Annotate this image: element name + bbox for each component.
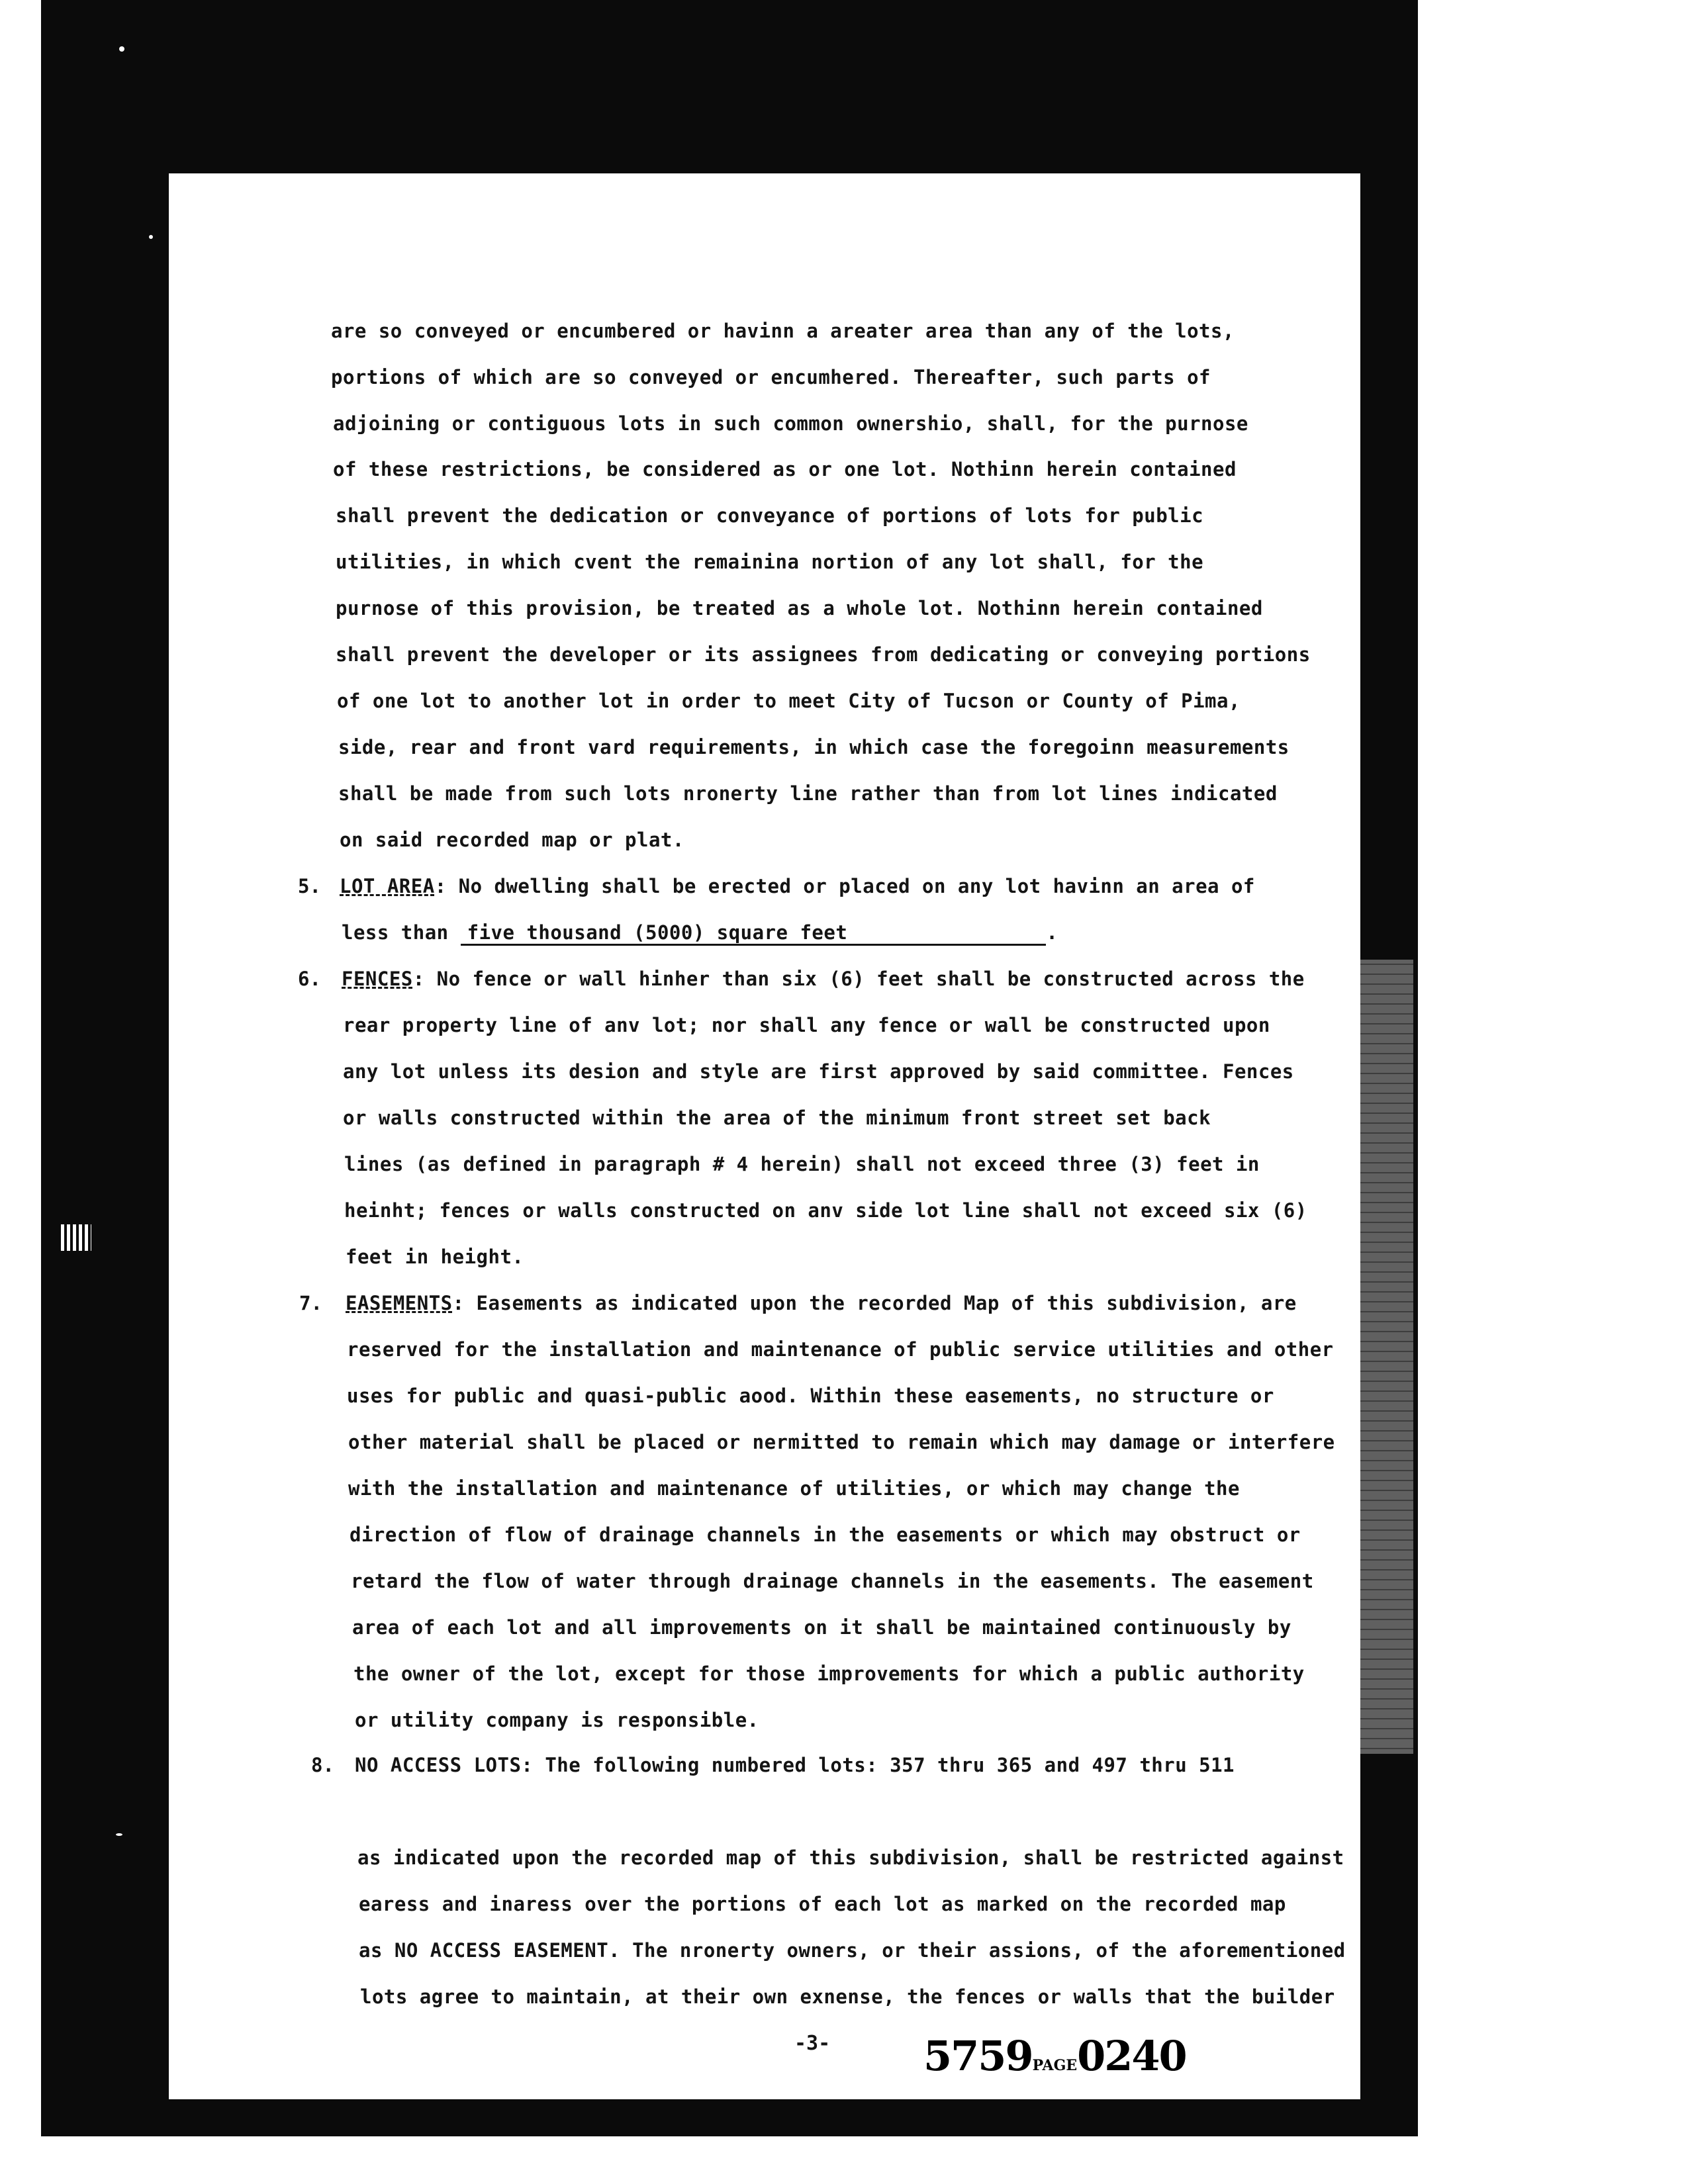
scan-speck (116, 1833, 122, 1836)
scan-speck (119, 46, 124, 52)
text-line: adjoining or contiguous lots in such common ownershio, shall, for the purnose (333, 412, 1248, 435)
section-number: 6. (298, 968, 321, 990)
scan-speck (149, 235, 153, 239)
docket-stamp (923, 2032, 1186, 2080)
text-line: uses for public and quasi-public aood. Within these easements, no structure or (347, 1385, 1274, 1407)
text-line: lots agree to maintain, at their own exnense, the fences or walls that the builder (360, 1985, 1335, 2008)
text-line: rear property line of anv lot; nor shall any fence or wall be constructed upon (343, 1014, 1270, 1036)
section-heading: EASEMENTS (346, 1292, 453, 1314)
text-line: other material shall be placed or nermitted to remain which may damage or interfere (348, 1431, 1335, 1453)
text-line: NO ACCESS LOTS: The following numbered lots: 357 thru 365 and 497 thru 511 (355, 1754, 1235, 1776)
text-span: : No dwelling shall be erected or placed on any lot havinn an area of (434, 875, 1255, 897)
text-line: the owner of the lot, except for those improvements for which a public authority (353, 1662, 1305, 1685)
text-line: of these restrictions, be considered as or one lot. Nothinn herein contained (333, 458, 1237, 480)
text-line: on said recorded map or plat. (340, 829, 684, 851)
section-heading: FENCES (342, 968, 413, 990)
section-heading: LOT AREA (340, 875, 435, 897)
text-line: purnose of this provision, be treated as a whole lot. Nothinn herein contained (336, 597, 1263, 619)
fill-in-value: five thousand (5000) square feet (461, 921, 1047, 946)
text-line: or walls constructed within the area of the minimum front street set back (343, 1107, 1211, 1129)
text-line: lines (as defined in paragraph # 4 herein) shall not exceed three (3) feet in (344, 1153, 1260, 1175)
text-line: as indicated upon the recorded map of this subdivision, shall be restricted against (357, 1846, 1344, 1869)
text-span: . (1046, 921, 1058, 944)
text-line: side, rear and front vard requirements, in which case the foregoinn measurements (338, 736, 1289, 758)
section-number: 8. (311, 1754, 334, 1776)
text-span: : Easements as indicated upon the recorded Map of this subdivision, are (452, 1292, 1297, 1314)
text-line: heinht; fences or walls constructed on anv side lot line shall not exceed six (6) (344, 1199, 1307, 1222)
text-line: reserved for the installation and maintenance of public service utilities and other (347, 1338, 1334, 1361)
text-line: retard the flow of water through drainage channels in the easements. The easement (351, 1570, 1314, 1592)
text-line: with the installation and maintenance of utilities, or which may change the (348, 1477, 1240, 1500)
text-line: as NO ACCESS EASEMENT. The nronerty owners, or their assions, of the aforementioned (359, 1939, 1346, 1962)
text-line (340, 875, 1255, 897)
text-line: any lot unless its desion and style are first approved by said committee. Fences (343, 1060, 1294, 1083)
text-line: shall be made from such lots nronerty line rather than from lot lines indicated (338, 782, 1278, 805)
text-line: earess and inaress over the portions of each lot as marked on the recorded map (359, 1893, 1286, 1915)
text-line: utilities, in which cvent the remainina nortion of any lot shall, for the (336, 551, 1204, 573)
text-line: or utility company is responsible. (355, 1709, 759, 1731)
text-line: shall prevent the developer or its assignees from dedicating or conveying portions (336, 643, 1311, 666)
scan-edge-noise (1360, 960, 1413, 1754)
text-span: less than (342, 921, 449, 944)
text-line: are so conveyed or encumbered or havinn a areater area than any of the lots, (331, 320, 1235, 342)
docket-page: 0240 (1077, 2032, 1186, 2080)
text-span: : No fence or wall hinher than six (6) feet shall be constructed across the (412, 968, 1305, 990)
section-number: 7. (299, 1292, 322, 1314)
text-line: of one lot to another lot in order to meet City of Tucson or County of Pima, (337, 690, 1241, 712)
text-line (342, 968, 1305, 990)
text-line: area of each lot and all improvements on it shall be maintained continuously by (352, 1616, 1291, 1639)
margin-stamp-mark (61, 1224, 91, 1251)
page-label: PAGE (1032, 2057, 1078, 2074)
text-line: portions of which are so conveyed or encumhered. Thereafter, such parts of (331, 366, 1211, 388)
page-number: -3- (794, 2032, 831, 2055)
text-line: shall prevent the dedication or conveyance of portions of lots for public (336, 504, 1204, 527)
text-line (346, 1292, 1297, 1314)
docket-number: 5759 (923, 2032, 1033, 2080)
text-line (342, 921, 1058, 946)
section-number: 5. (298, 875, 321, 897)
text-line: direction of flow of drainage channels in the easements or which may obstruct or (350, 1524, 1301, 1546)
text-line: feet in height. (346, 1246, 524, 1268)
